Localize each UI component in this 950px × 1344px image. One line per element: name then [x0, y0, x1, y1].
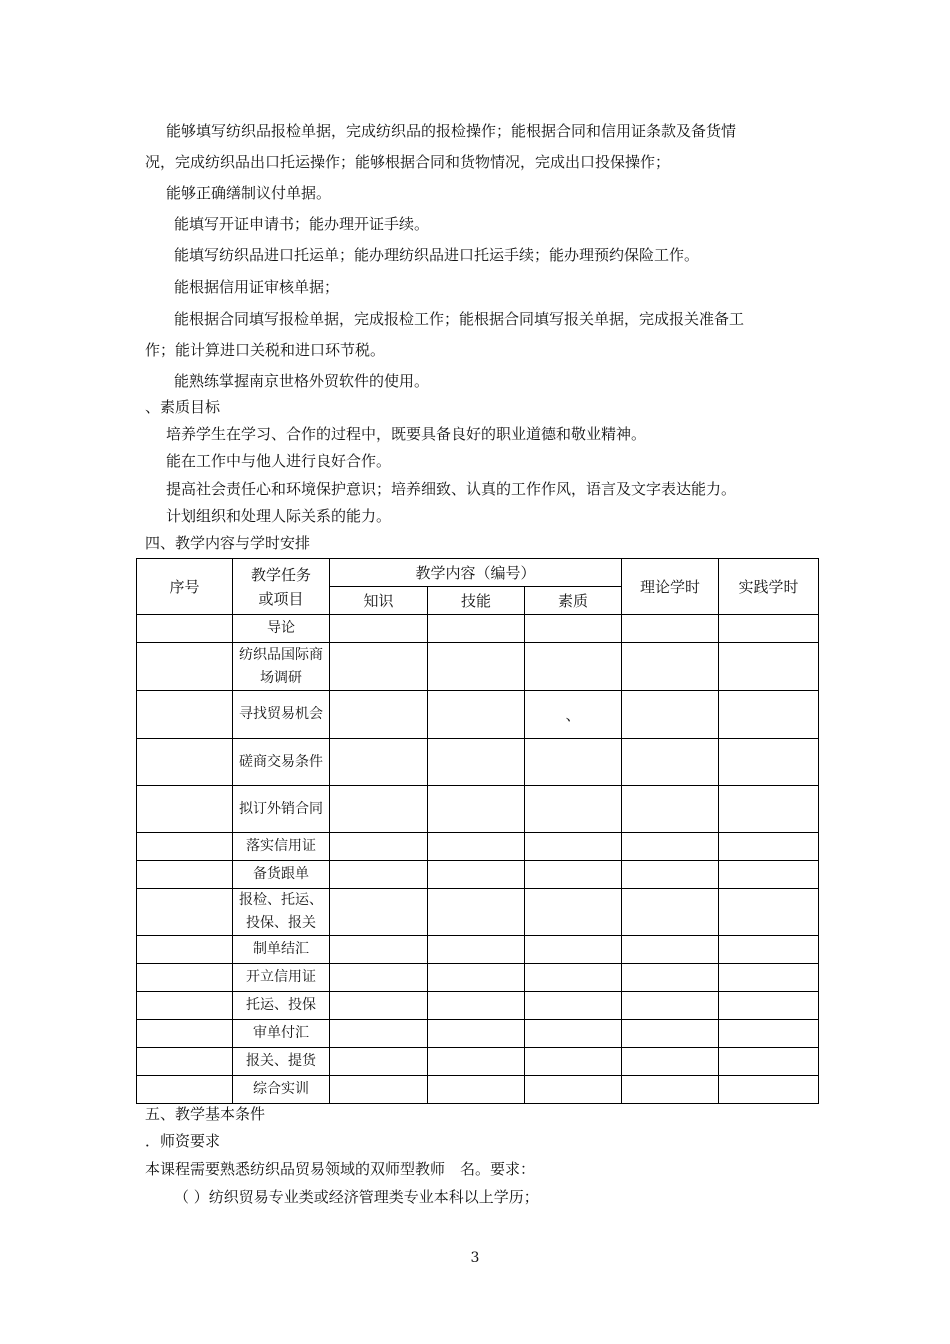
task-cell: 托运、投保 — [233, 992, 330, 1020]
task-cell: 报检、托运、投保、报关 — [233, 889, 330, 936]
paragraph-line: 计划组织和处理人际关系的能力。 — [166, 507, 392, 525]
table-row — [137, 1048, 819, 1076]
paragraph-line: 能填写开证申请书；能办理开证手续。 — [174, 215, 430, 233]
paragraph-line: 能根据信用证审核单据； — [174, 278, 340, 296]
header-task-line1: 教学任务 — [250, 565, 311, 584]
task-cell: 报关、提货 — [233, 1048, 330, 1076]
header-skill: 技能 — [428, 587, 525, 615]
table-row — [137, 643, 819, 691]
quality-cell: 、 — [525, 691, 622, 739]
task-cell: 纺织品国际商场调研 — [233, 643, 330, 691]
task-cell: 落实信用证 — [233, 833, 330, 861]
header-practice: 实践学时 — [719, 559, 819, 615]
task-cell: 寻找贸易机会 — [233, 691, 330, 739]
task-cell: 导论 — [233, 615, 330, 643]
header-row — [137, 559, 819, 587]
table-row — [137, 739, 819, 786]
paragraph-line: 培养学生在学习、合作的过程中，既要具备良好的职业道德和敬业精神。 — [166, 425, 647, 443]
header-knowledge: 知识 — [330, 587, 428, 615]
header-task — [233, 559, 330, 615]
paragraph-line: 能够填写纺织品报检单据，完成纺织品的报检操作；能根据合同和信用证条款及备货情 — [166, 122, 737, 140]
section-heading: 四、教学内容与学时安排 — [145, 534, 311, 552]
task-cell: 综合实训 — [233, 1076, 330, 1104]
table-row — [137, 786, 819, 833]
table-row — [137, 833, 819, 861]
paragraph-line: （ ）纺织贸易专业类或经济管理类专业本科以上学历； — [174, 1188, 539, 1206]
table-row — [137, 936, 819, 964]
task-cell: 磋商交易条件 — [233, 739, 330, 786]
paragraph-line: 提高社会责任心和环境保护意识；培养细致、认真的工作作风，语言及文字表达能力。 — [166, 480, 737, 498]
paragraph-line: 作；能计算进口关税和进口环节税。 — [145, 341, 386, 359]
header-quality: 素质 — [525, 587, 622, 615]
task-cell: 备货跟单 — [233, 861, 330, 889]
table-row — [137, 889, 819, 936]
header-seq: 序号 — [137, 559, 233, 615]
table-row — [137, 861, 819, 889]
paragraph-line: 况，完成纺织品出口托运操作；能够根据合同和货物情况，完成出口投保操作； — [145, 153, 671, 171]
header-content: 教学内容（编号） — [330, 559, 622, 587]
paragraph-line: 能在工作中与他人进行良好合作。 — [166, 452, 392, 470]
table-row — [137, 964, 819, 992]
paragraph-line: 能熟练掌握南京世格外贸软件的使用。 — [174, 372, 430, 390]
header-task-line2: 或项目 — [258, 589, 304, 608]
section-heading: 五、教学基本条件 — [145, 1105, 266, 1123]
schedule-table — [136, 558, 819, 1104]
subsection-heading: ．师资要求 — [145, 1132, 221, 1150]
header-theory: 理论学时 — [622, 559, 719, 615]
table-row — [137, 615, 819, 643]
task-cell: 拟订外销合同 — [233, 786, 330, 833]
page-number: 3 — [470, 1250, 480, 1266]
task-cell: 审单付汇 — [233, 1020, 330, 1048]
paragraph-line: 能够正确缮制议付单据。 — [166, 184, 332, 202]
table-row — [137, 992, 819, 1020]
task-cell: 制单结汇 — [233, 936, 330, 964]
table-row — [137, 691, 819, 739]
table-row — [137, 1020, 819, 1048]
paragraph-line: 能根据合同填写报检单据，完成报检工作；能根据合同填写报关单据，完成报关准备工 — [174, 310, 745, 328]
section-heading: 、素质目标 — [145, 398, 221, 416]
table-row — [137, 1076, 819, 1104]
paragraph-line: 本课程需要熟悉纺织品贸易领域的双师型教师 名。要求： — [145, 1160, 536, 1178]
task-cell: 开立信用证 — [233, 964, 330, 992]
paragraph-line: 能填写纺织品进口托运单；能办理纺织品进口托运手续；能办理预约保险工作。 — [174, 246, 700, 264]
